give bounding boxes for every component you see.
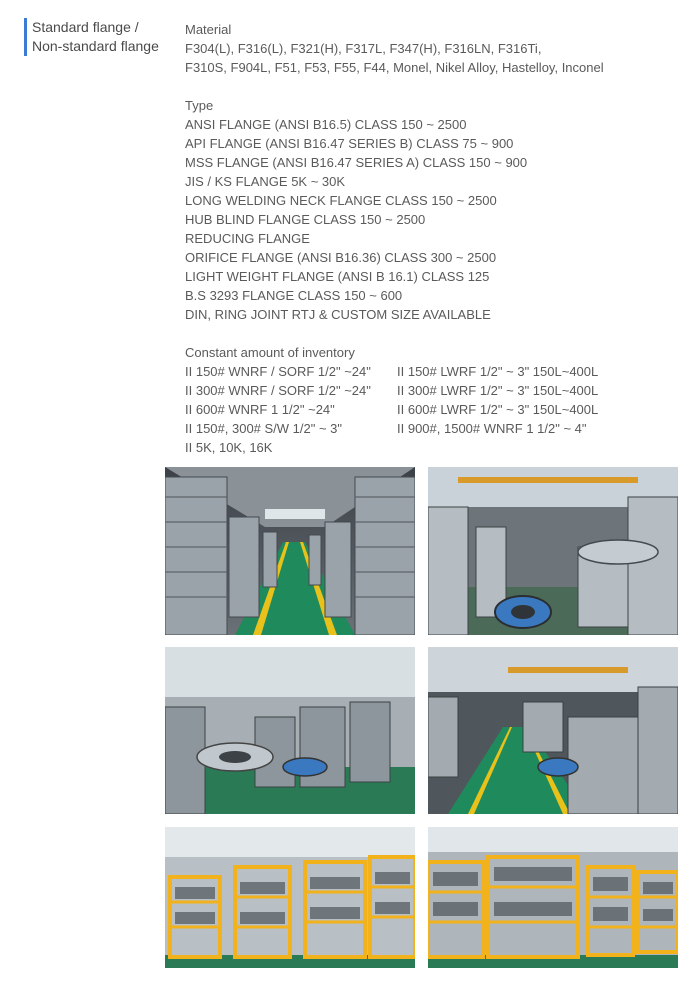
inventory-item: II 5K, 10K, 16K <box>185 440 273 455</box>
type-line: DIN, RING JOINT RTJ & CUSTOM SIZE AVAILABLE <box>185 307 491 322</box>
type-line: API FLANGE (ANSI B16.47 SERIES B) CLASS 75 ~ 900 <box>185 136 514 151</box>
type-section <box>185 96 680 324</box>
inventory-grid <box>185 362 680 457</box>
type-line: B.S 3293 FLANGE CLASS 150 ~ 600 <box>185 288 403 303</box>
inventory-item: II 150#, 300# S/W 1/2" ~ 3" <box>185 421 343 436</box>
type-line: LONG WELDING NECK FLANGE CLASS 150 ~ 2500 <box>185 193 497 208</box>
inventory-section <box>185 343 680 457</box>
inventory-item: II 150# LWRF 1/2" ~ 3" 150L~400L <box>397 364 599 379</box>
section-title-line2: Non-standard flange <box>32 38 159 54</box>
type-line: LIGHT WEIGHT FLANGE (ANSI B 16.1) CLASS 125 <box>185 269 490 284</box>
long-aisle-photo <box>428 647 678 814</box>
material-line: F304(L), F316(L), F321(H), F317L, F347(H), F316LN, F316Ti, <box>185 41 542 56</box>
inventory-item <box>397 438 657 457</box>
material-section <box>185 20 680 77</box>
section-title <box>24 18 172 56</box>
type-heading: Type <box>185 98 214 113</box>
type-line: HUB BLIND FLANGE CLASS 150 ~ 2500 <box>185 212 426 227</box>
storage-racks-photo <box>165 827 415 968</box>
storage-racks-angle-photo <box>428 827 678 968</box>
inventory-item: II 300# LWRF 1/2" ~ 3" 150L~400L <box>397 383 599 398</box>
warehouse-aisle-photo <box>165 467 415 635</box>
spec-content <box>185 20 680 476</box>
flange-pallets-photo <box>165 647 415 814</box>
section-title-line1: Standard flange / <box>32 19 139 35</box>
inventory-item: II 600# WNRF 1 1/2" ~24" <box>185 402 335 417</box>
type-line: REDUCING FLANGE <box>185 231 310 246</box>
type-line: MSS FLANGE (ANSI B16.47 SERIES A) CLASS 150 ~ 900 <box>185 155 528 170</box>
inventory-item: II 900#, 1500# WNRF 1 1/2" ~ 4" <box>397 421 587 436</box>
inventory-heading: Constant amount of inventory <box>185 345 355 360</box>
type-line: ORIFICE FLANGE (ANSI B16.36) CLASS 300 ~ 2500 <box>185 250 497 265</box>
type-line: JIS / KS FLANGE 5K ~ 30K <box>185 174 346 189</box>
factory-floor-photo <box>428 467 678 635</box>
inventory-item: II 150# WNRF / SORF 1/2" ~24" <box>185 364 371 379</box>
material-line: F310S, F904L, F51, F53, F55, F44, Monel, Nikel Alloy, Hastelloy, Inconel <box>185 60 604 75</box>
type-line: ANSI FLANGE (ANSI B16.5) CLASS 150 ~ 2500 <box>185 117 467 132</box>
inventory-item: II 600# LWRF 1/2" ~ 3" 150L~400L <box>397 402 599 417</box>
inventory-item: II 300# WNRF / SORF 1/2" ~24" <box>185 383 371 398</box>
material-heading: Material <box>185 22 232 37</box>
